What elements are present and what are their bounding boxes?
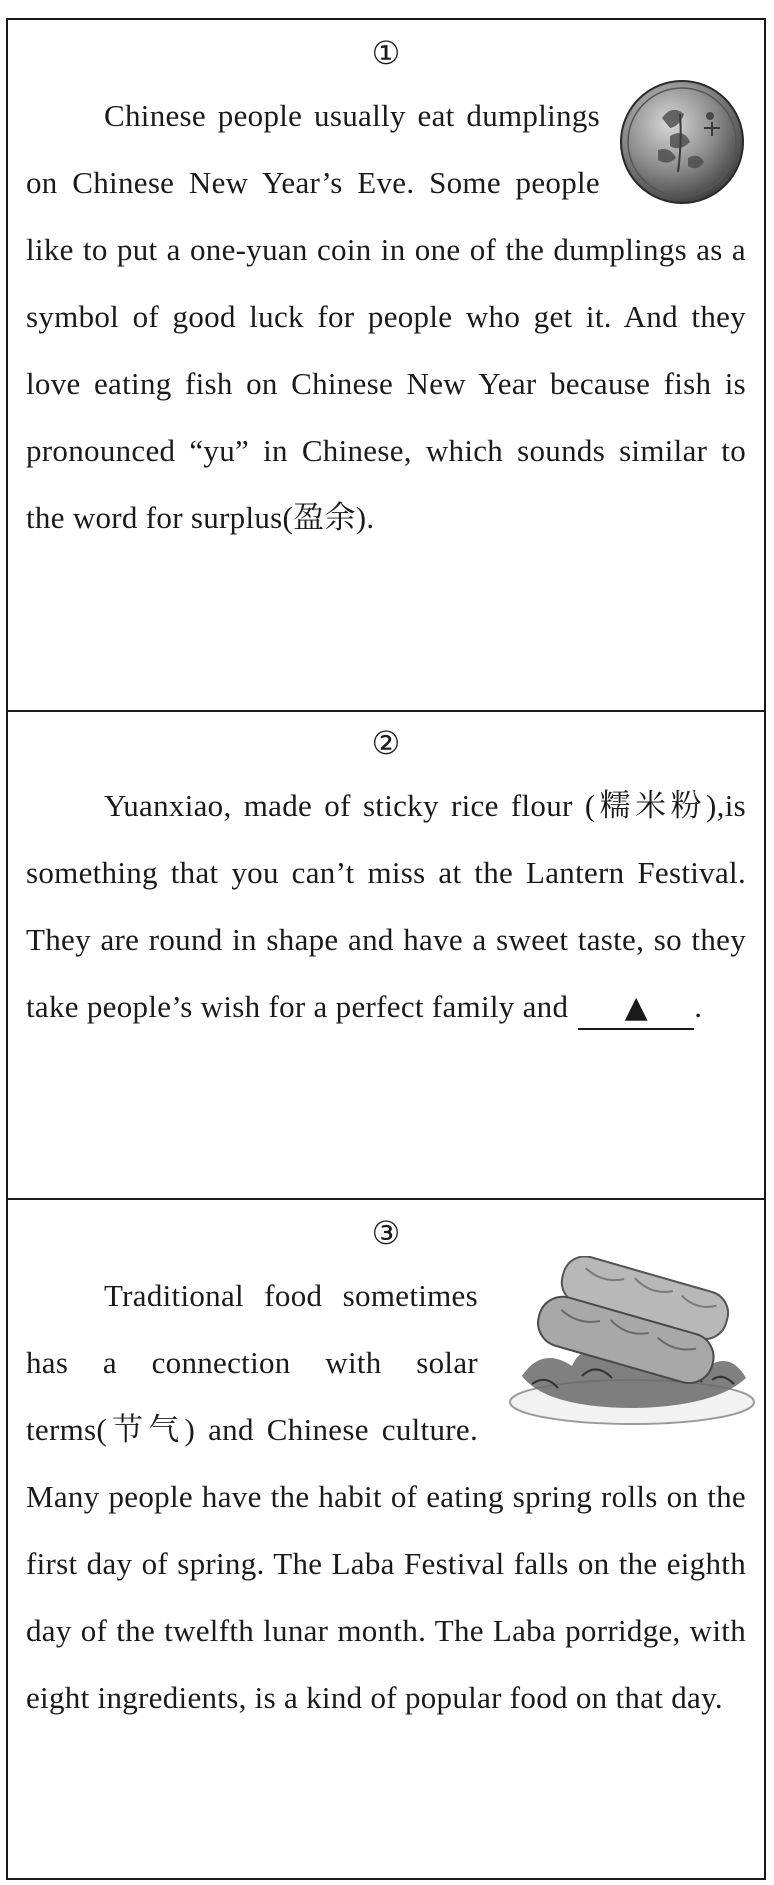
section-2 [8, 710, 764, 1200]
triangle-mark: ▲ [624, 990, 648, 1025]
answer-blank [578, 987, 694, 1030]
spring-rolls-image [492, 1256, 764, 1434]
section-paragraph [26, 772, 746, 1040]
paragraph-text: Yuanxiao, made of sticky rice flour (糯米粉),is something that you can’t miss at the Lantern Festival. They are round in shape and have a sweet taste, so they take people’s wish for a perfect family and [26, 788, 746, 1024]
paragraph-text: Traditional food sometimes has a connection with solar terms(节气) and Chinese culture. Many people have the habit of eating spring rolls on the first day of spring. The Laba Festival falls on the eighth day of the twelfth lunar month. The Laba porridge, with eight ingredients, is a kind of popular food on that day. [26, 1278, 746, 1715]
section-number: ③ [371, 1214, 401, 1252]
section-paragraph [26, 82, 746, 551]
paragraph-ending: . [694, 989, 703, 1024]
section-1 [8, 20, 764, 712]
section-number: ① [371, 34, 401, 72]
section-paragraph [26, 1262, 746, 1731]
section-number: ② [371, 724, 401, 762]
reading-frame [6, 18, 766, 1880]
coin-image [618, 78, 746, 206]
paragraph-text: Chinese people usually eat dumplings on Chinese New Year’s Eve. Some people like to put a one-yuan coin in one of the dumplings as a symbol of good luck for people who get it. And they love eating fish on Chinese New Year because fish is pronounced “yu” in Chinese, which sounds similar to the word for surplus(盈余). [26, 98, 746, 535]
section-3 [8, 1200, 764, 1880]
